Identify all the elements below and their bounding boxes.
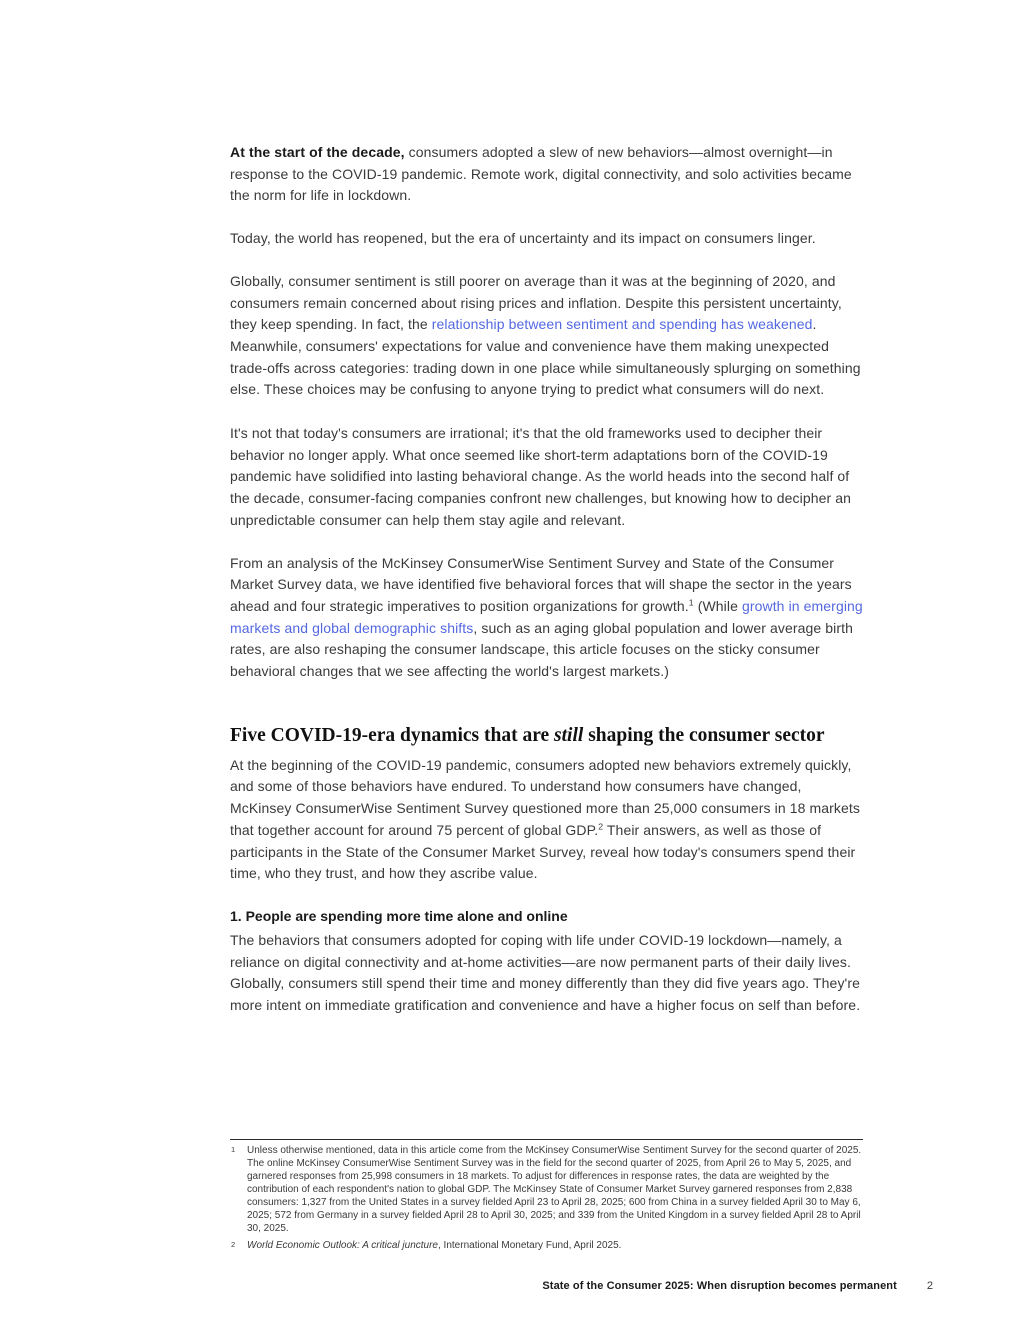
subsection-heading: 1. People are spending more time alone and online	[230, 907, 568, 924]
text-segment: consumers adopted a slew of new behaviors—almost overnight—in response to the COVID-19 pandemic. Remote work, digital connectivity, and solo activities became the norm for life in lockdown.	[230, 144, 852, 204]
footnote-text	[247, 1145, 861, 1234]
inline-link[interactable]: relationship between sentiment and spending has weakened	[431, 316, 813, 333]
section-heading	[230, 723, 863, 749]
article-body	[230, 0, 863, 1017]
intro-paragraph-2	[230, 228, 863, 250]
intro-paragraph-3	[230, 271, 863, 401]
footnote-divider	[230, 1139, 863, 1140]
footnote-marker: 2	[231, 1240, 236, 1249]
text-segment: Globally, consumer sentiment is still poorer on average than it was at the beginning of 2020, and consumers remain concerned about rising prices and inflation. Despite this persistent uncertainty, they keep spending. In fact, the	[230, 272, 842, 333]
text-segment: World Economic Outlook: A critical juncture	[247, 1240, 438, 1251]
text-segment: The behaviors that consumers adopted for coping with life under COVID-19 lockdown—namely, a reliance on digital connectivity and at-home activities—are now permanent parts of their daily lives. Globally, consumers still spend their time and money differently than they did five years ago. They're more intent on immediate gratification and convenience and have a higher focus on self than before.	[230, 931, 861, 1014]
text-segment: Today, the world has reopened, but the era of uncertainty and its impact on consumers linger.	[230, 230, 816, 247]
page-footer	[230, 1280, 933, 1292]
text-segment: . Meanwhile, consumers' expectations for value and convenience have them making unexpected trade-offs across categories: trading down in one place while simultaneously splurging on something else. These choices may be confusing to anyone trying to predict what consumers will do next.	[230, 316, 861, 398]
text-segment: From an analysis of the McKinsey ConsumerWise Sentiment Survey and State of the Consumer Market Survey data, we have identified five behavioral forces that will shape the sector in the years ahead and four strategic imperatives to position organizations for growth.	[230, 554, 852, 614]
footnote-marker: 1	[231, 1145, 236, 1154]
text-segment: At the beginning of the COVID-19 pandemic, consumers adopted new behaviors extremely quickly, and some of those behaviors have endured. To understand how consumers have changed, McKinsey ConsumerWise Sentiment Survey questioned more than 25,000 consumers in 18 markets that together account for around 75 percent of global GDP.	[230, 756, 860, 838]
footer-document-title: State of the Consumer 2025: When disruption becomes permanent	[542, 1280, 897, 1292]
subsection-paragraph-1	[230, 930, 863, 1017]
footnote-2	[230, 1239, 863, 1252]
inline-link[interactable]: growth in emerging markets and global demographic shifts	[230, 597, 863, 636]
text-segment: Their answers, as well as those of participants in the State of the Consumer Market Survey, reveal how today's consumers spend their time, who they trust, and how they ascribe value.	[230, 821, 856, 882]
footnote-1	[230, 1144, 863, 1235]
text-segment: , such as an aging global population and lower average birth rates, are also reshaping the consumer landscape, this article focuses on the sticky consumer behavioral changes that we see affecting the world's largest markets.)	[230, 619, 853, 680]
text-segment: , International Monetary Fund, April 2025.	[438, 1240, 622, 1251]
footnotes-section	[230, 1144, 863, 1252]
intro-paragraph-4	[230, 423, 863, 532]
text-segment: It's not that today's consumers are irrational; it's that the old frameworks used to decipher their behavior no longer apply. What once seemed like short-term adaptations born of the COVID-19 pandemic have solidified into lasting behavioral change. As the world heads into the second half of the decade, consumer-facing companies confront new challenges, but knowing how to decipher an unpredictable consumer can help them stay agile and relevant.	[230, 425, 852, 528]
footer-page-number: 2	[926, 1280, 933, 1292]
intro-paragraph-5	[230, 553, 863, 683]
footnote-reference: 2	[598, 821, 604, 832]
text-segment: At the start of the decade,	[230, 144, 409, 160]
section-paragraph-1	[230, 755, 863, 885]
footnote-reference: 1	[688, 597, 694, 608]
text-segment: Five COVID-19-era dynamics that are	[230, 724, 555, 746]
text-segment: still	[554, 724, 584, 746]
text-segment: (While	[693, 597, 742, 614]
text-segment: Unless otherwise mentioned, data in this article come from the McKinsey ConsumerWise Sentiment Survey for the second quarter of 2025. The online McKinsey ConsumerWise Sentiment Survey was in the field for the second quarter of 2025, from April 26 to May 5, 2025, and garnered responses from 25,998 consumers in 18 markets. To adjust for differences in response rates, the data are weighted by the contribution of each respondent's nation to global GDP. The McKinsey State of Consumer Market Survey garnered responses from 2,838 consumers: 1,327 from the United States in a survey fielded April 23 to April 28, 2025; 600 from China in a survey fielded April 30 to May 6, 2025; 572 from Germany in a survey fielded April 28 to April 30, 2025; and 339 from the United Kingdom in a survey fielded April 28 to April 30, 2025.	[247, 1145, 862, 1234]
intro-paragraph-1	[230, 142, 863, 207]
footnote-text	[247, 1240, 621, 1251]
text-segment: shaping the consumer sector	[583, 724, 825, 746]
